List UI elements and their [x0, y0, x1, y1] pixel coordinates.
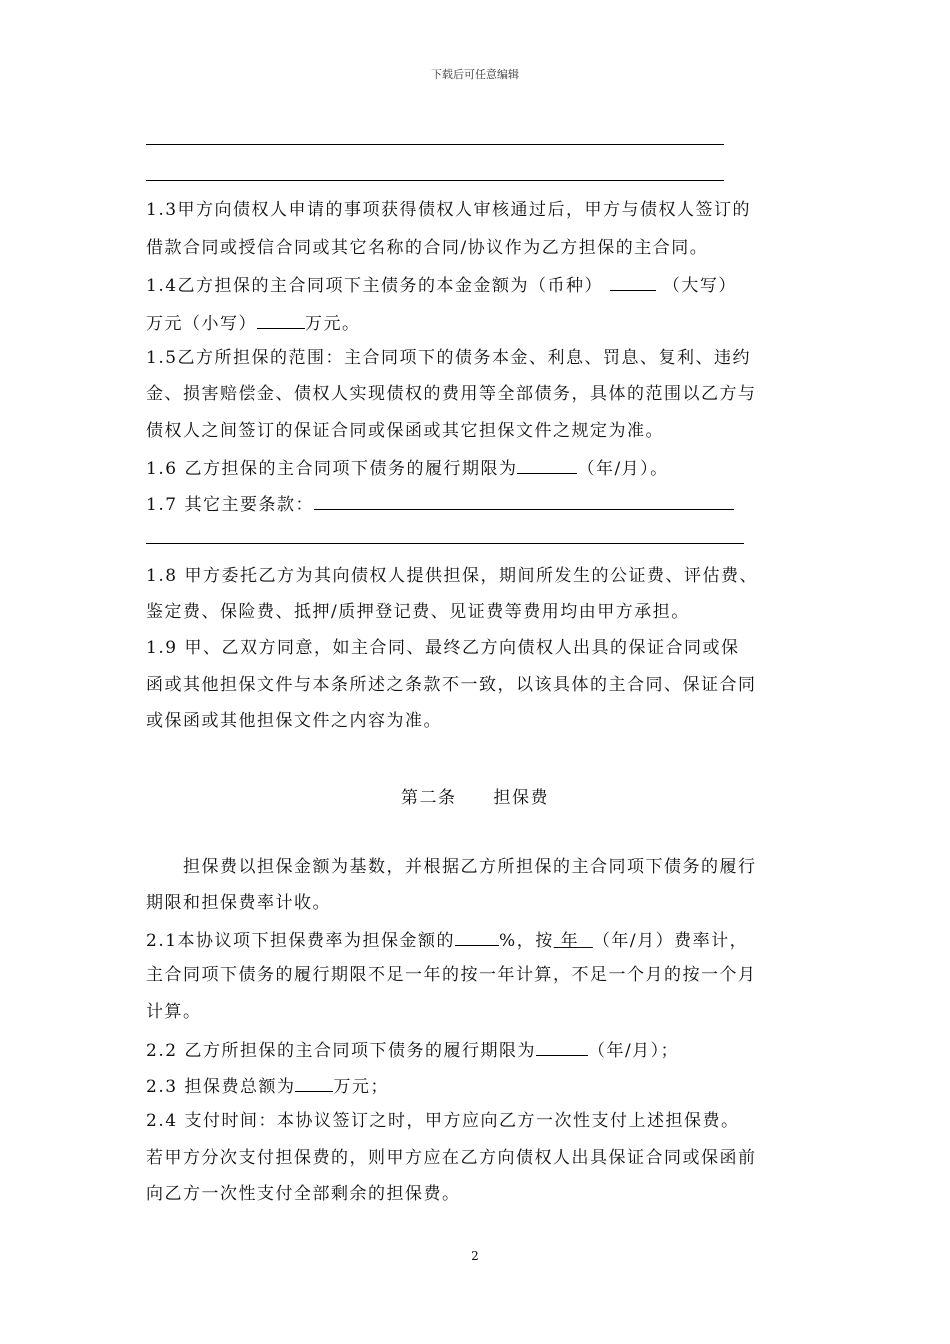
fee-intro-line — [146, 855, 757, 879]
text: （年/月）； — [587, 1041, 680, 1061]
text: （年/月）。 — [577, 459, 669, 479]
amount-blank — [257, 310, 305, 329]
text: 年 — [560, 931, 580, 951]
text: 万元。 — [305, 314, 361, 334]
text: 期限和担保费率计收。 — [146, 893, 331, 913]
text: 金、损害赔偿金、债权人实现债权的费用等全部债务，具体的范围以乙方与 — [146, 384, 757, 404]
text: %，按 — [499, 931, 554, 951]
text: 2.4 支付时间：本协议签订之时，甲方应向乙方一次性支付上述担保费。 — [146, 1111, 740, 1131]
clause-2-3-line — [146, 1073, 389, 1099]
text: 主合同项下债务的履行期限不足一年的按一年计算，不足一个月的按一个月 — [146, 965, 757, 985]
clause-2-2-line — [146, 1037, 679, 1063]
text: 借款合同或授信合同或其它名称的合同/协议作为乙方担保的主合同。 — [146, 238, 709, 258]
text: 或保函或其他担保文件之内容为准。 — [146, 711, 442, 731]
text: 若甲方分次支付担保费的，则甲方应在乙方向债权人出具保证合同或保函前 — [146, 1148, 757, 1168]
text: （大写） — [662, 276, 737, 296]
clause-1-9-line — [146, 673, 757, 697]
blank-line — [146, 144, 724, 145]
text: 1.7 其它主要条款： — [146, 495, 314, 515]
clause-1-3-line — [146, 198, 751, 222]
rate-unit — [554, 931, 593, 951]
clause-1-6-line — [146, 455, 669, 481]
rate-blank — [455, 927, 499, 946]
text: 计算。 — [146, 1002, 202, 1022]
clause-2-4-line — [146, 1146, 757, 1170]
text: 2.3 担保费总额为 — [146, 1077, 296, 1097]
blank-line — [146, 543, 744, 544]
fee-intro-line — [146, 891, 331, 915]
text: 1.8 甲方委托乙方为其向债权人提供担保，期间所发生的公证费、评估费、 — [146, 566, 758, 586]
clause-1-9-line — [146, 636, 739, 660]
text: 2.1本协议项下担保费率为担保金额的 — [146, 931, 456, 951]
clause-2-1-line — [146, 963, 757, 987]
page-number: 2 — [471, 1249, 479, 1263]
term-blank — [536, 1037, 588, 1056]
term-blank — [517, 455, 577, 474]
text: 向乙方一次性支付全部剩余的担保费。 — [146, 1184, 461, 1204]
clause-2-1-line — [146, 1000, 202, 1024]
text: （年/月）费率计， — [592, 931, 749, 951]
text: 1.6 乙方担保的主合同项下债务的履行期限为 — [146, 459, 518, 479]
clause-1-7-line — [146, 491, 734, 517]
fee-blank — [295, 1073, 333, 1092]
clause-1-8-line — [146, 600, 690, 624]
text: 函或其他担保文件与本条所述之条款不一致，以该具体的主合同、保证合同 — [146, 675, 757, 695]
text: 1.3甲方向债权人申请的事项获得债权人审核通过后，甲方与债权人签订的 — [146, 200, 752, 220]
text: 鉴定费、保险费、抵押/质押登记费、见证费等费用均由甲方承担。 — [146, 602, 690, 622]
text: 1.9 甲、乙双方同意，如主合同、最终乙方向债权人出具的保证合同或保 — [146, 638, 740, 658]
text: 债权人之间签订的保证合同或保函或其它担保文件之规定为准。 — [146, 421, 664, 441]
clause-1-5-line — [146, 382, 757, 406]
clause-2-1-line — [146, 927, 748, 953]
clause-1-8-line — [146, 564, 758, 588]
text: 1.4乙方担保的主合同项下主债务的本金金额为（币种） — [146, 276, 604, 296]
clause-1-9-line — [146, 709, 442, 733]
section-title: 第二条 担保费 — [401, 788, 549, 808]
text: 担保费以担保金额为基数，并根据乙方所担保的主合同项下债务的履行 — [146, 857, 757, 877]
text: 1.5乙方所担保的范围：主合同项下的债务本金、利息、罚息、复利、违约 — [146, 348, 752, 368]
blank-line — [146, 180, 724, 181]
clause-2-4-line — [146, 1182, 461, 1206]
clause-2-4-line — [146, 1109, 739, 1133]
clause-1-5-line — [146, 346, 751, 370]
text: 2.2 乙方所担保的主合同项下债务的履行期限为 — [146, 1041, 536, 1061]
page-header: 下载后可任意编辑 — [431, 68, 519, 81]
clause-1-5-line — [146, 419, 664, 443]
clause-1-4-line — [146, 310, 361, 336]
clause-1-3-line — [146, 236, 708, 260]
clause-1-4-line — [146, 272, 737, 298]
text: 万元； — [333, 1077, 389, 1097]
currency-blank — [610, 272, 656, 291]
other-terms-blank — [314, 491, 734, 510]
text: 万元（小写） — [146, 314, 257, 334]
